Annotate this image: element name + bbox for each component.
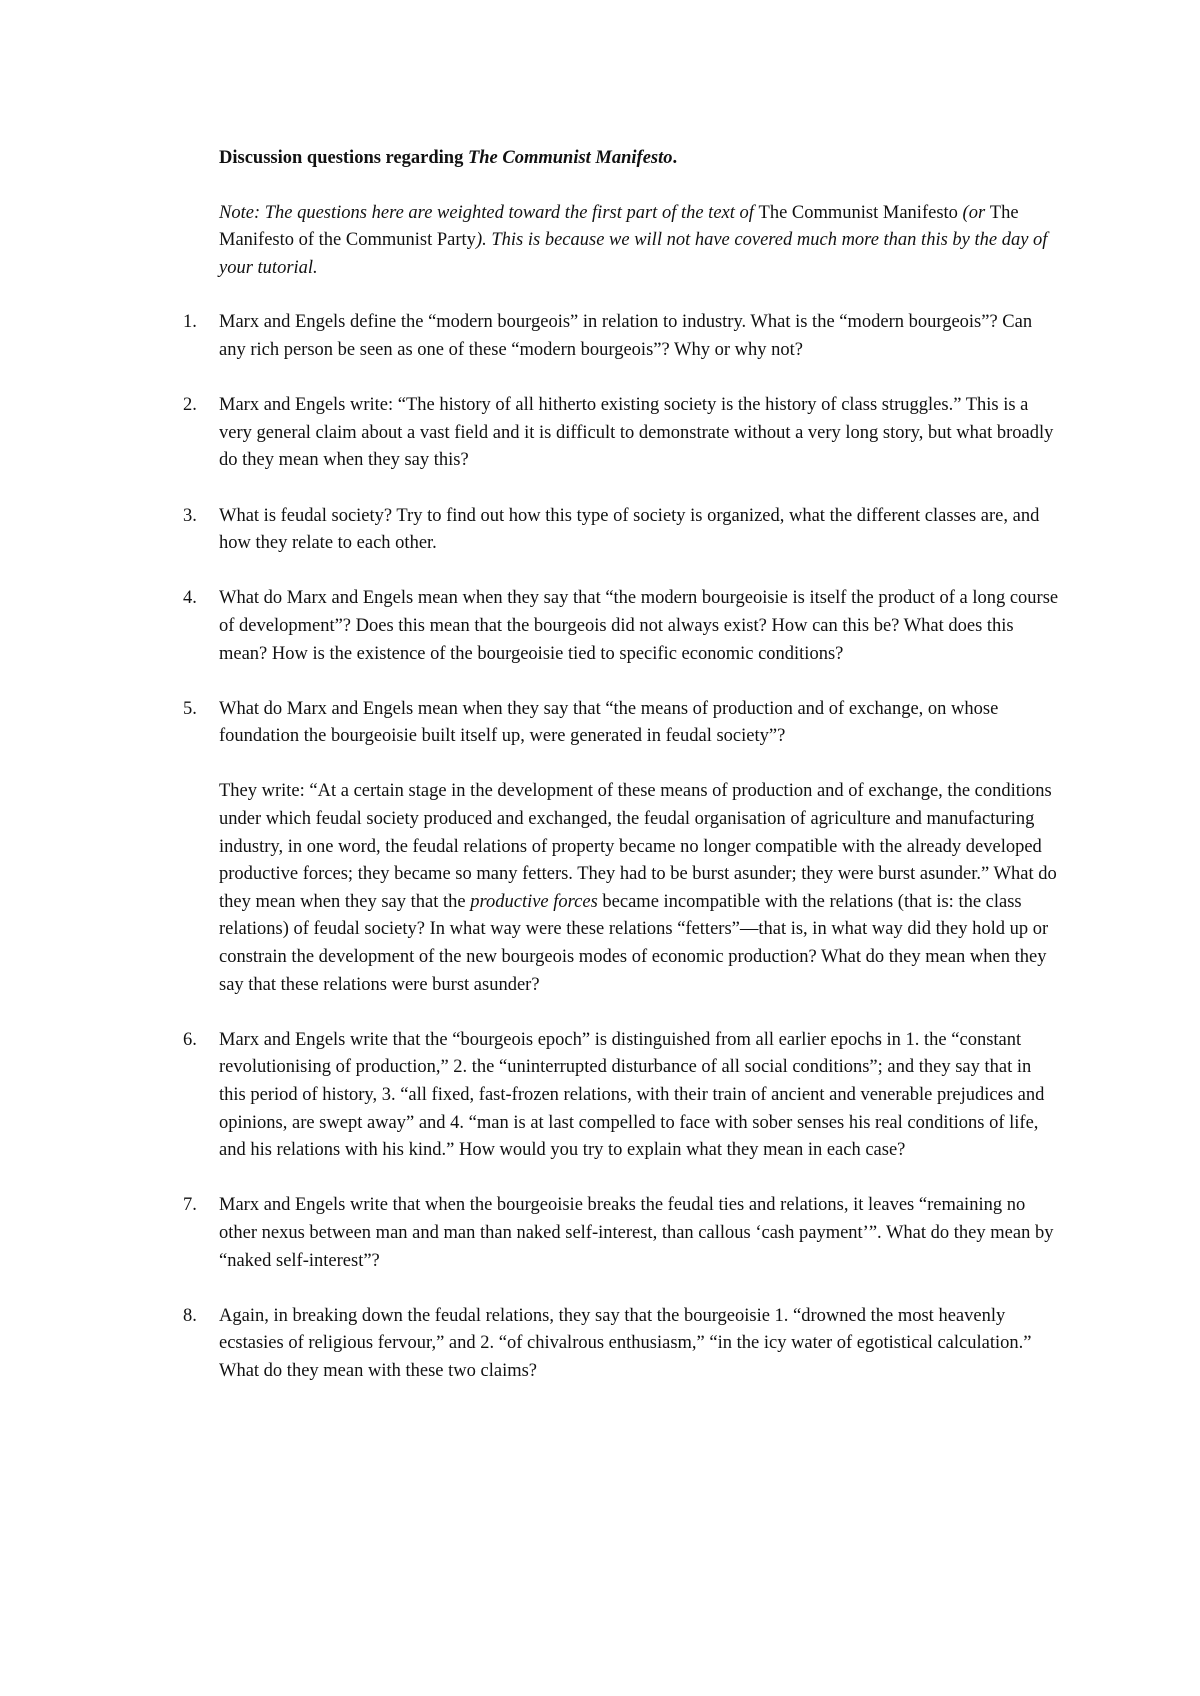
- question-text: What do Marx and Engels mean when they say that “the modern bourgeoisie is itself the product of a long course of development”? Does this mean that the bourgeois did not always exist? How can this be? What does this mean? How is the existence of the bourgeoisie tied to specific economic conditions?: [219, 588, 1059, 664]
- question-number: 7.: [183, 1195, 197, 1216]
- question-item-5: [183, 696, 1059, 1000]
- title-work: The Communist Manifesto: [467, 148, 673, 168]
- question-text: What do Marx and Engels mean when they say that “the means of production and of exchange, on whose foundation the bourgeoisie built itself up, were generated in feudal society”?: [219, 698, 999, 747]
- note-part-2: The Communist Manifesto: [758, 202, 958, 223]
- question-number: 2.: [183, 395, 197, 416]
- question-text: What is feudal society? Try to find out how this type of society is organized, what the different classes are, and how they relate to each other.: [219, 505, 1040, 554]
- question-item-4: [183, 585, 1059, 668]
- followup-emphasis: productive forces: [470, 891, 598, 912]
- title-prefix: Discussion questions regarding: [219, 148, 468, 168]
- note-part-5: ). This is because we will not have covered much more than this by the day of your tutorial.: [219, 230, 1048, 278]
- question-number: 4.: [183, 588, 197, 609]
- note-part-1: Note: The questions here are weighted toward the first part of the text of: [219, 202, 759, 223]
- question-item-6: [183, 1027, 1059, 1165]
- question-item-3: [183, 503, 1059, 558]
- note-part-3: (or: [957, 202, 990, 223]
- question-item-8: [183, 1303, 1059, 1386]
- question-text: Marx and Engels write that when the bourgeoisie breaks the feudal ties and relations, it leaves “remaining no other nexus between man and man than naked self-interest, than callous ‘cash payment’”. What do they mean by “naked self-interest”?: [219, 1195, 1054, 1271]
- document-body: [183, 145, 1059, 1413]
- question-item-2: [183, 392, 1059, 475]
- question-item-7: [183, 1192, 1059, 1275]
- followup-text-b: became incompatible with the relations (that is: the class relations) of feudal society? In what way were these relations “fetters”—that is, in what way did they hold up or constrain the development of the new bourgeois modes of economic production? What do they mean when they say that these relations were burst asunder?: [219, 891, 1049, 995]
- question-text: Marx and Engels write: “The history of all hitherto existing society is the history of class struggles.” This is a very general claim about a vast field and it is difficult to demonstrate without a very long story, but what broadly do they mean when they say this?: [219, 395, 1054, 471]
- question-number: 5.: [183, 698, 197, 719]
- question-text: Marx and Engels write that the “bourgeois epoch” is distinguished from all earlier epochs in 1. the “constant revolutionising of production,” 2. the “uninterrupted disturbance of all social conditions”; and they say that in this period of history, 3. “all fixed, fast-frozen relations, with their train of ancient and venerable prejudices and opinions, are swept away” and 4. “man is at last compelled to face with sober senses his real conditions of life, and his relations with his kind.” How would you try to explain what they mean in each case?: [219, 1029, 1045, 1161]
- question-number: 6.: [183, 1029, 197, 1050]
- question-list: [183, 309, 1059, 1385]
- question-number: 3.: [183, 505, 197, 526]
- followup-text-a: They write: “At a certain stage in the development of these means of production and of exchange, the conditions under which feudal society produced and exchanged, the feudal organisation of agriculture and manufacturing industry, in one word, the feudal relations of property became no longer compatible with the already developed productive forces; they became so many fetters. They had to be burst asunder; they were burst asunder.” What do they mean when they say that the: [219, 781, 1057, 912]
- question-followup-paragraph: [219, 778, 1059, 999]
- question-item-1: [183, 309, 1059, 364]
- question-text: Marx and Engels define the “modern bourgeois” in relation to industry. What is the “modern bourgeois”? Can any rich person be seen as one of these “modern bourgeois”? Why or why not?: [219, 312, 1033, 360]
- tutorial-note: [219, 200, 1059, 283]
- question-number: 1.: [183, 312, 197, 333]
- question-number: 8.: [183, 1305, 197, 1326]
- note-part-4: The Manifesto of the Communist Party: [219, 202, 1019, 251]
- title-suffix: .: [672, 148, 678, 168]
- question-text: Again, in breaking down the feudal relations, they say that the bourgeoisie 1. “drowned the most heavenly ecstasies of religious fervour,” and 2. “of chivalrous enthusiasm,” “in the icy water of egotistical calculation.” What do they mean with these two claims?: [219, 1305, 1032, 1381]
- document-title: [219, 145, 1059, 173]
